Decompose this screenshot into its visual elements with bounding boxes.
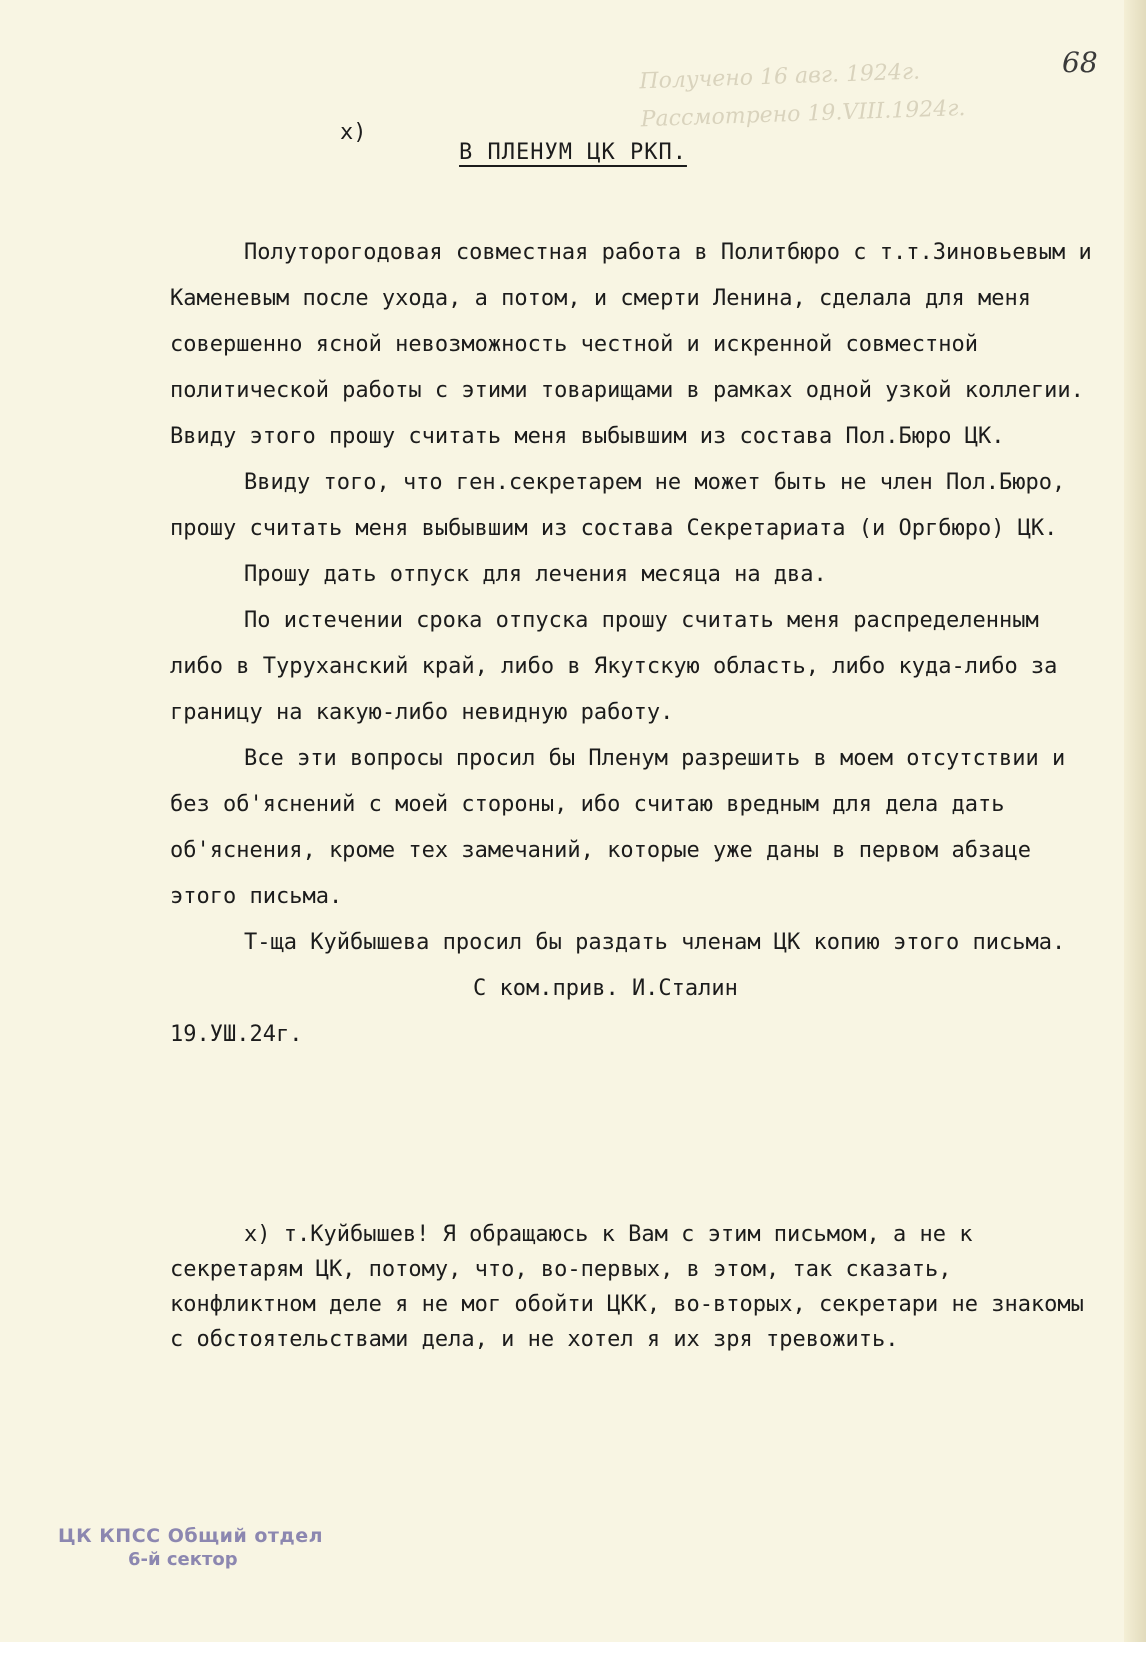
- paragraph: Полуторогодовая совместная работа в Политбюро с т.т.Зиновьевым и Каменевым после ухода, а потом, и смерти Ленина, сделала для меня совершенно ясной невозможность честной и искренной совместной политической работы с этими товарищами в рамках одной узкой коллегии. Ввиду этого прошу считать меня выбывшим из состава Пол.Бюро ЦК.: [170, 240, 1092, 449]
- signature: С ком.прив. И.Сталин: [473, 976, 738, 1001]
- paragraph: Т-ща Куйбышева просил бы раздать членам ЦК копию этого письма.: [244, 930, 1066, 955]
- document-title: В ПЛЕНУМ ЦК РКП.: [459, 140, 687, 165]
- paragraph: Все эти вопросы просил бы Пленум разрешить в моем отсутствии и без об'яснений с моей стороны, ибо считаю вредным для дела дать об'яснения, кроме тех замечаний, которые уже даны в первом абзаце этого письма.: [170, 746, 1066, 909]
- footnote-text: х) т.Куйбышев! Я обращаюсь к Вам с этим письмом, а не к секретарям ЦК, потому, что, во-первых, в этом, так сказать, конфликтном деле я не мог обойти ЦКК, во-вторых, секретари не знакомы с обстоятельствами дела, и не хотел я их зря тревожить.: [170, 1222, 1084, 1352]
- stamp-line-department: ЦК КПСС Общий отдел: [58, 1525, 324, 1547]
- paragraph: По истечении срока отпуска прошу считать меня распределенным либо в Туруханский край, либо в Якутскую область, либо куда-либо за границу на какую-либо невидную работу.: [170, 608, 1058, 725]
- annotation-line: Рассмотрено 19.VIII.1924г.: [640, 95, 966, 133]
- stamp-line-sector: 6-й сектор: [128, 1549, 238, 1570]
- scan-bottom-strip: [0, 1642, 1146, 1656]
- letter-body: [170, 230, 1100, 1058]
- footnote-mark: х): [340, 120, 367, 145]
- letter-date: 19.УШ.24г.: [170, 1022, 303, 1047]
- faint-handwritten-annotation: [639, 49, 1061, 140]
- annotation-line: Получено 16 авг. 1924г.: [639, 59, 921, 95]
- paragraph: Прошу дать отпуск для лечения месяца на два.: [244, 562, 827, 587]
- page-number: 68: [1062, 46, 1098, 79]
- paragraph: Ввиду того, что ген.секретарем не может быть не член Пол.Бюро, прошу считать меня выбывшим из состава Секретариата (и Оргбюро) ЦК.: [170, 470, 1066, 541]
- page-edge-shadow: [1124, 0, 1146, 1656]
- archive-stamp: [58, 1525, 323, 1570]
